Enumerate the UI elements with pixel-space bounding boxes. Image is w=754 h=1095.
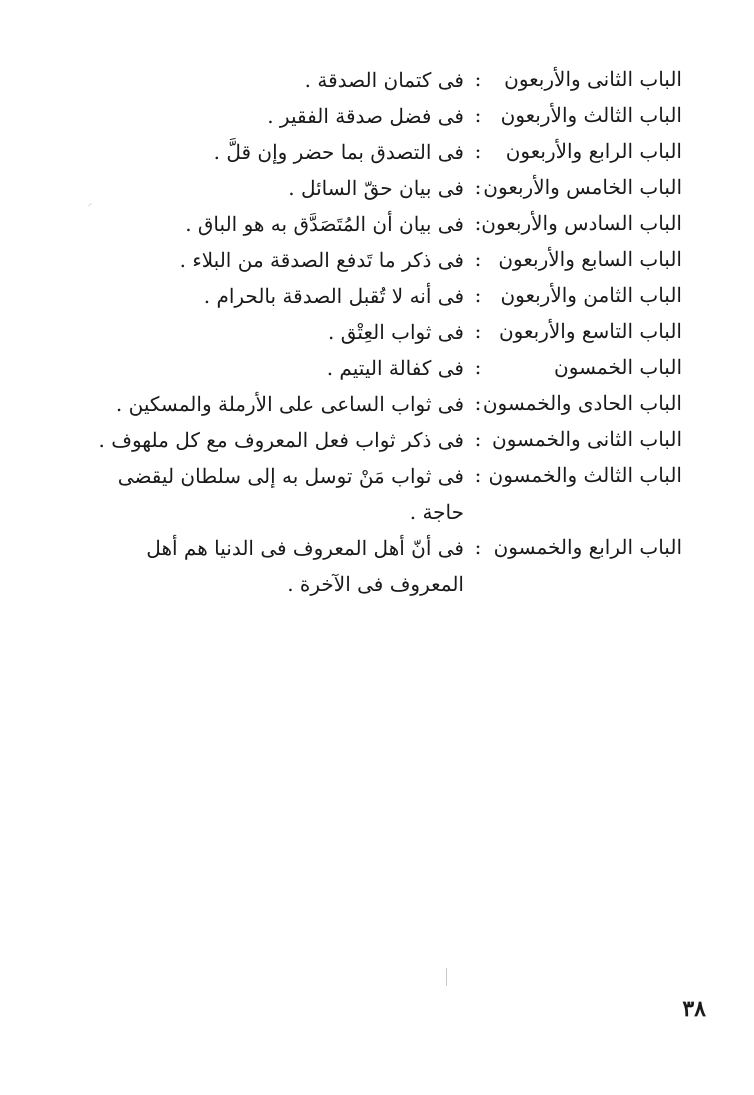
separator: : [474, 355, 482, 379]
chapter-label: الباب السادس والأربعون [481, 211, 682, 235]
toc-entry [72, 350, 682, 386]
toc-entry [72, 242, 682, 278]
chapter-title: فى ثواب مَنْ توسل به إلى سلطان ليقضى حاجة . [117, 464, 464, 524]
chapter-label: الباب التاسع والأربعون [498, 319, 682, 343]
chapter-label: الباب الخامس والأربعون [483, 175, 682, 199]
separator: : [474, 67, 482, 91]
separator: : [474, 139, 482, 163]
chapter-title: فى فضل صدقة الفقير . [267, 104, 464, 128]
chapter-label: الباب الثالث والخمسون [488, 463, 682, 487]
chapter-title: فى ذكر ثواب فعل المعروف مع كل ملهوف . [98, 428, 464, 452]
chapter-title: فى بيان حقّ السائل . [288, 176, 464, 200]
chapter-label: الباب الرابع والخمسون [493, 535, 682, 559]
toc-entry [72, 206, 682, 242]
chapter-label: الباب السابع والأربعون [498, 247, 682, 271]
chapter-title: فى ذكر ما تَدفع الصدقة من البلاء . [179, 248, 464, 272]
separator: : [474, 535, 482, 559]
toc-entry [72, 62, 682, 98]
chapter-label: الباب الخمسون [554, 355, 682, 379]
chapter-title: فى أنه لا تُقبل الصدقة بالحرام . [203, 284, 464, 308]
toc-entry [72, 422, 682, 458]
separator: : [474, 175, 482, 199]
separator: : [474, 103, 482, 127]
chapter-label: الباب الثانى والأربعون [504, 67, 682, 91]
chapter-label: الباب الرابع والأربعون [505, 139, 682, 163]
separator: : [474, 427, 482, 451]
toc-entry [72, 170, 682, 206]
toc-entry [72, 98, 682, 134]
chapter-title: فى كفالة اليتيم . [326, 356, 464, 380]
toc-entry [72, 386, 682, 422]
chapter-title: فى بيان أن المُتَصَدَّق به هو الباق . [185, 212, 464, 236]
separator: : [474, 463, 482, 487]
separator: : [474, 391, 482, 415]
chapter-label: الباب الثانى والخمسون [492, 427, 682, 451]
chapter-title: فى التصدق بما حضر وإن قلَّ . [213, 140, 464, 164]
chapter-label: الباب الثالث والأربعون [500, 103, 682, 127]
chapter-title: فى كتمان الصدقة . [304, 68, 464, 92]
scan-mark [446, 968, 447, 986]
separator: : [474, 283, 482, 307]
page-number: ٣٨ [682, 996, 706, 1022]
toc-entry [72, 530, 682, 602]
toc-entry [72, 458, 682, 530]
toc-entry [72, 278, 682, 314]
chapter-label: الباب الثامن والأربعون [500, 283, 682, 307]
chapter-title: فى أنّ أهل المعروف فى الدنيا هم أهل المعروف فى الآخرة . [146, 536, 464, 596]
toc-entry [72, 314, 682, 350]
separator: : [474, 247, 482, 271]
chapter-title: فى ثواب الساعى على الأرملة والمسكين . [115, 392, 464, 416]
separator: : [474, 319, 482, 343]
toc-entry [72, 134, 682, 170]
chapter-title: فى ثواب العِتْق . [328, 320, 464, 344]
separator: : [474, 211, 482, 235]
table-of-contents [72, 62, 682, 602]
chapter-label: الباب الحادى والخمسون [482, 391, 682, 415]
